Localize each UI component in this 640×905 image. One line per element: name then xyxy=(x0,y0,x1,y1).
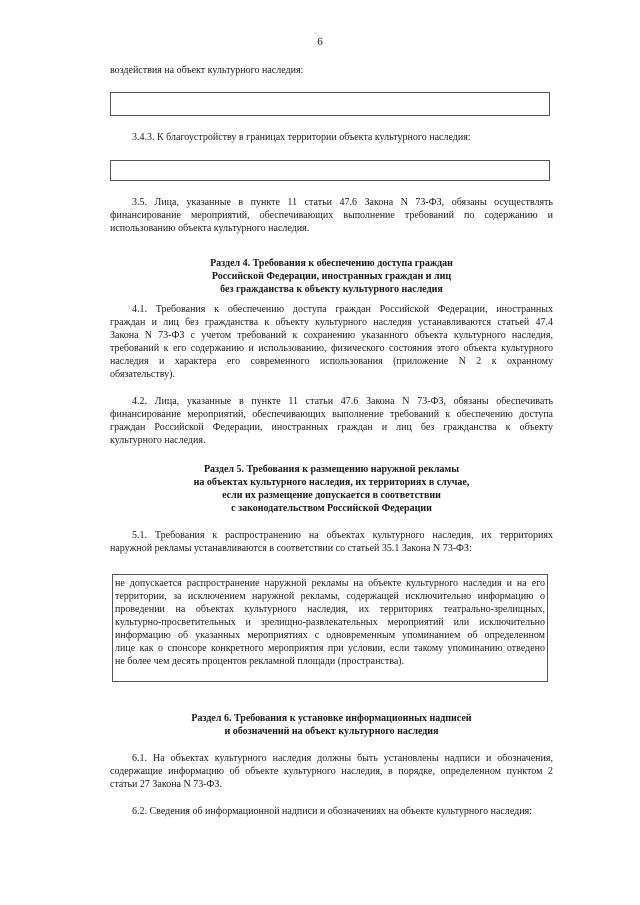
paragraph-5-1 xyxy=(110,529,553,555)
text-line: территории, за исключением наружной рекламы, содержащей исключительно информацию о xyxy=(115,591,545,602)
text-line: использованию объекта культурного наследия. xyxy=(110,223,310,234)
text-line: не допускается распространение наружной рекламы на объекте культурного наследия и на его xyxy=(115,578,545,589)
text-line: проведении на объектах культурного наследия, их территориях театрально-зрелищных, xyxy=(115,604,545,615)
heading-line: Раздел 4. Требования к обеспечению доступа граждан xyxy=(210,258,453,269)
empty-field-box-2 xyxy=(110,160,550,181)
paragraph-3-5 xyxy=(110,196,553,235)
text-line: наружной рекламы устанавливаются в соответствии со статьей 35.1 Закона N 73-ФЗ: xyxy=(110,543,472,554)
paragraph-6-1 xyxy=(110,752,553,791)
heading-line: на объектах культурного наследия, их территориях в случае, xyxy=(193,477,470,488)
text-line: лице как о спонсоре конкретного мероприятия при условии, если такому упоминанию отведено xyxy=(115,643,545,654)
paragraph-4-1 xyxy=(110,303,553,381)
text-line: финансирование мероприятий, обеспечивающих выполнение требований по содержанию и xyxy=(110,210,553,221)
heading-line: Раздел 5. Требования к размещению наружной рекламы xyxy=(203,464,460,475)
text-line: 4.1. Требования к обеспечению доступа граждан Российской Федерации, иностранных xyxy=(132,304,553,315)
text-line: наследия и характера его современного использования (приложение N 2 к охранному xyxy=(110,356,553,367)
heading-line: с законодательством Российской Федерации xyxy=(231,503,432,514)
text-line: обязательству). xyxy=(110,369,175,380)
heading-line: и обозначений на объект культурного наследия xyxy=(224,726,439,737)
text-line: 5.1. Требования к распространению на объектах культурного наследия, их территориях xyxy=(132,530,553,541)
paragraph-4-2 xyxy=(110,395,553,447)
text-line: 3.5. Лица, указанные в пункте 11 статьи 47.6 Закона N 73-ФЗ, обязаны осуществлять xyxy=(132,197,553,208)
text-line: 6.1. На объектах культурного наследия должны быть установлены надписи и обозначения, xyxy=(132,753,553,764)
heading-line: Российской Федерации, иностранных граждан и лиц xyxy=(211,271,452,282)
page-number: 6 xyxy=(317,36,323,48)
section-4-heading xyxy=(110,257,553,296)
text-line: содержащие информацию об объекте культурного наследия, в порядке, определенном пунктом 2 xyxy=(110,766,553,777)
text-line: культурного наследия. xyxy=(110,435,206,446)
section-5-heading xyxy=(110,463,553,515)
text-line: граждан и лиц без гражданства к объекту культурного наследия устанавливаются статьей 47.4 xyxy=(110,317,553,328)
heading-line: если их размещение допускается в соответствии xyxy=(222,490,441,501)
text-line: статьи 27 Закона N 73-ФЗ. xyxy=(110,779,222,790)
text-line: требований к его содержанию и использованию, физического состояния этого объекта культурного xyxy=(110,343,553,354)
text-line: 4.2. Лица, указанные в пункте 11 статьи 47.6 Закона N 73-ФЗ, обязаны обеспечивать xyxy=(132,396,553,407)
heading-line: без гражданства к объекту культурного наследия xyxy=(220,284,443,295)
section-6-heading xyxy=(110,712,553,738)
heading-line: Раздел 6. Требования к установке информационных надписей xyxy=(191,713,472,724)
text-line: не более чем десять процентов рекламной площади (пространства). xyxy=(115,656,405,667)
text-line: информацию об указанных мероприятиях с одновременным упоминанием об определенном xyxy=(115,630,545,641)
text-line: Закона N 73-ФЗ с учетом требований к сохранению указанного объекта культурного наследия, xyxy=(110,330,553,341)
text-line: финансирование мероприятий, обеспечивающих выполнение требований к обеспечению доступа xyxy=(110,409,553,420)
text-line: культурно-просветительных и зрелищно-развлекательных мероприятий или исключительно xyxy=(115,617,545,628)
intro-paragraph: воздействия на объект культурного наследия: xyxy=(110,65,304,76)
text-line: граждан Российской Федерации, иностранных граждан и лиц без гражданства к объекту xyxy=(110,422,553,433)
paragraph-6-2: 6.2. Сведения об информационной надписи и обозначениях на объекте культурного наследия: xyxy=(132,806,532,817)
empty-field-box-1 xyxy=(110,92,550,116)
paragraph-3-4-3: 3.4.3. К благоустройству в границах территории объекта культурного наследия: xyxy=(132,132,471,143)
advertising-restriction-box xyxy=(112,574,548,682)
